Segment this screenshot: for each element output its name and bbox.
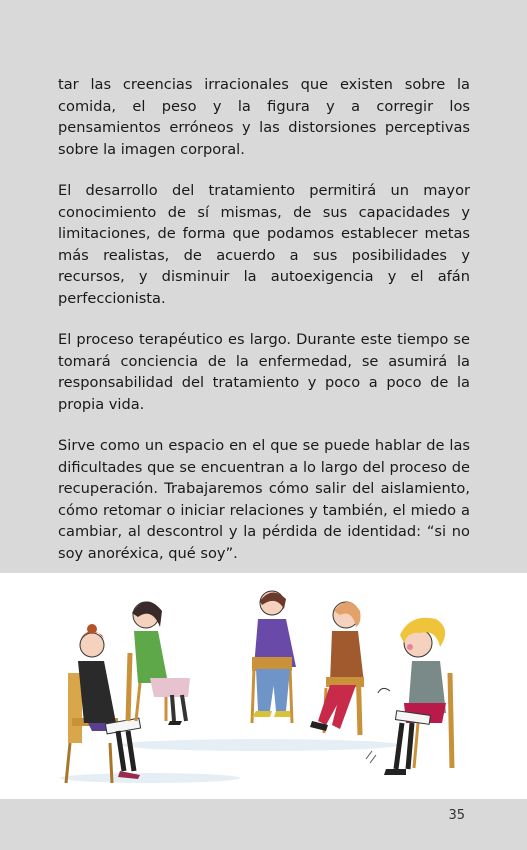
floor-shadow <box>120 739 400 751</box>
group-therapy-illustration <box>0 573 527 799</box>
paragraph-3: El proceso terapéutico es largo. Durante este tiempo se tomará conciencia de la enfermedad, se asumirá la responsabilidad del tratamiento y poco a poco de la propia vida. <box>58 331 470 413</box>
paragraph-1: tar las creencias irracionales que existen sobre la comida, el peso y la figura y a corregir los pensamientos erróneos y las distorsiones perceptivas sobre la imagen corporal. <box>58 76 470 158</box>
person-green-sweater <box>128 601 190 725</box>
paragraph-2: El desarrollo del tratamiento permitirá un mayor conocimiento de sí mismas, de sus capacidades y limitaciones, de forma que podamos establecer metas más realistas, de acuerdo a sus posibilidades y recursos, y disminuir la autoexigencia y el afán perfeccionista. <box>58 182 470 307</box>
paragraph-4: Sirve como un espacio en el que se puede hablar de las dificultades que se encuentran a lo largo del proceso de recuperación. Trabajaremos cómo salir del aislamiento, cómo retomar o iniciar relaciones y también, el miedo a cambiar, al descontrol y la pérdida de identidad: “si no soy anoréxica, qué soy”. <box>58 437 470 562</box>
person-brown-sweater <box>310 602 364 735</box>
page-number: 35 <box>448 808 465 823</box>
person-right-yellow-hair <box>366 618 452 775</box>
person-purple-top <box>252 591 296 723</box>
group-therapy-drawing <box>0 573 527 799</box>
floor-shadow <box>60 773 240 783</box>
chair <box>68 673 82 743</box>
